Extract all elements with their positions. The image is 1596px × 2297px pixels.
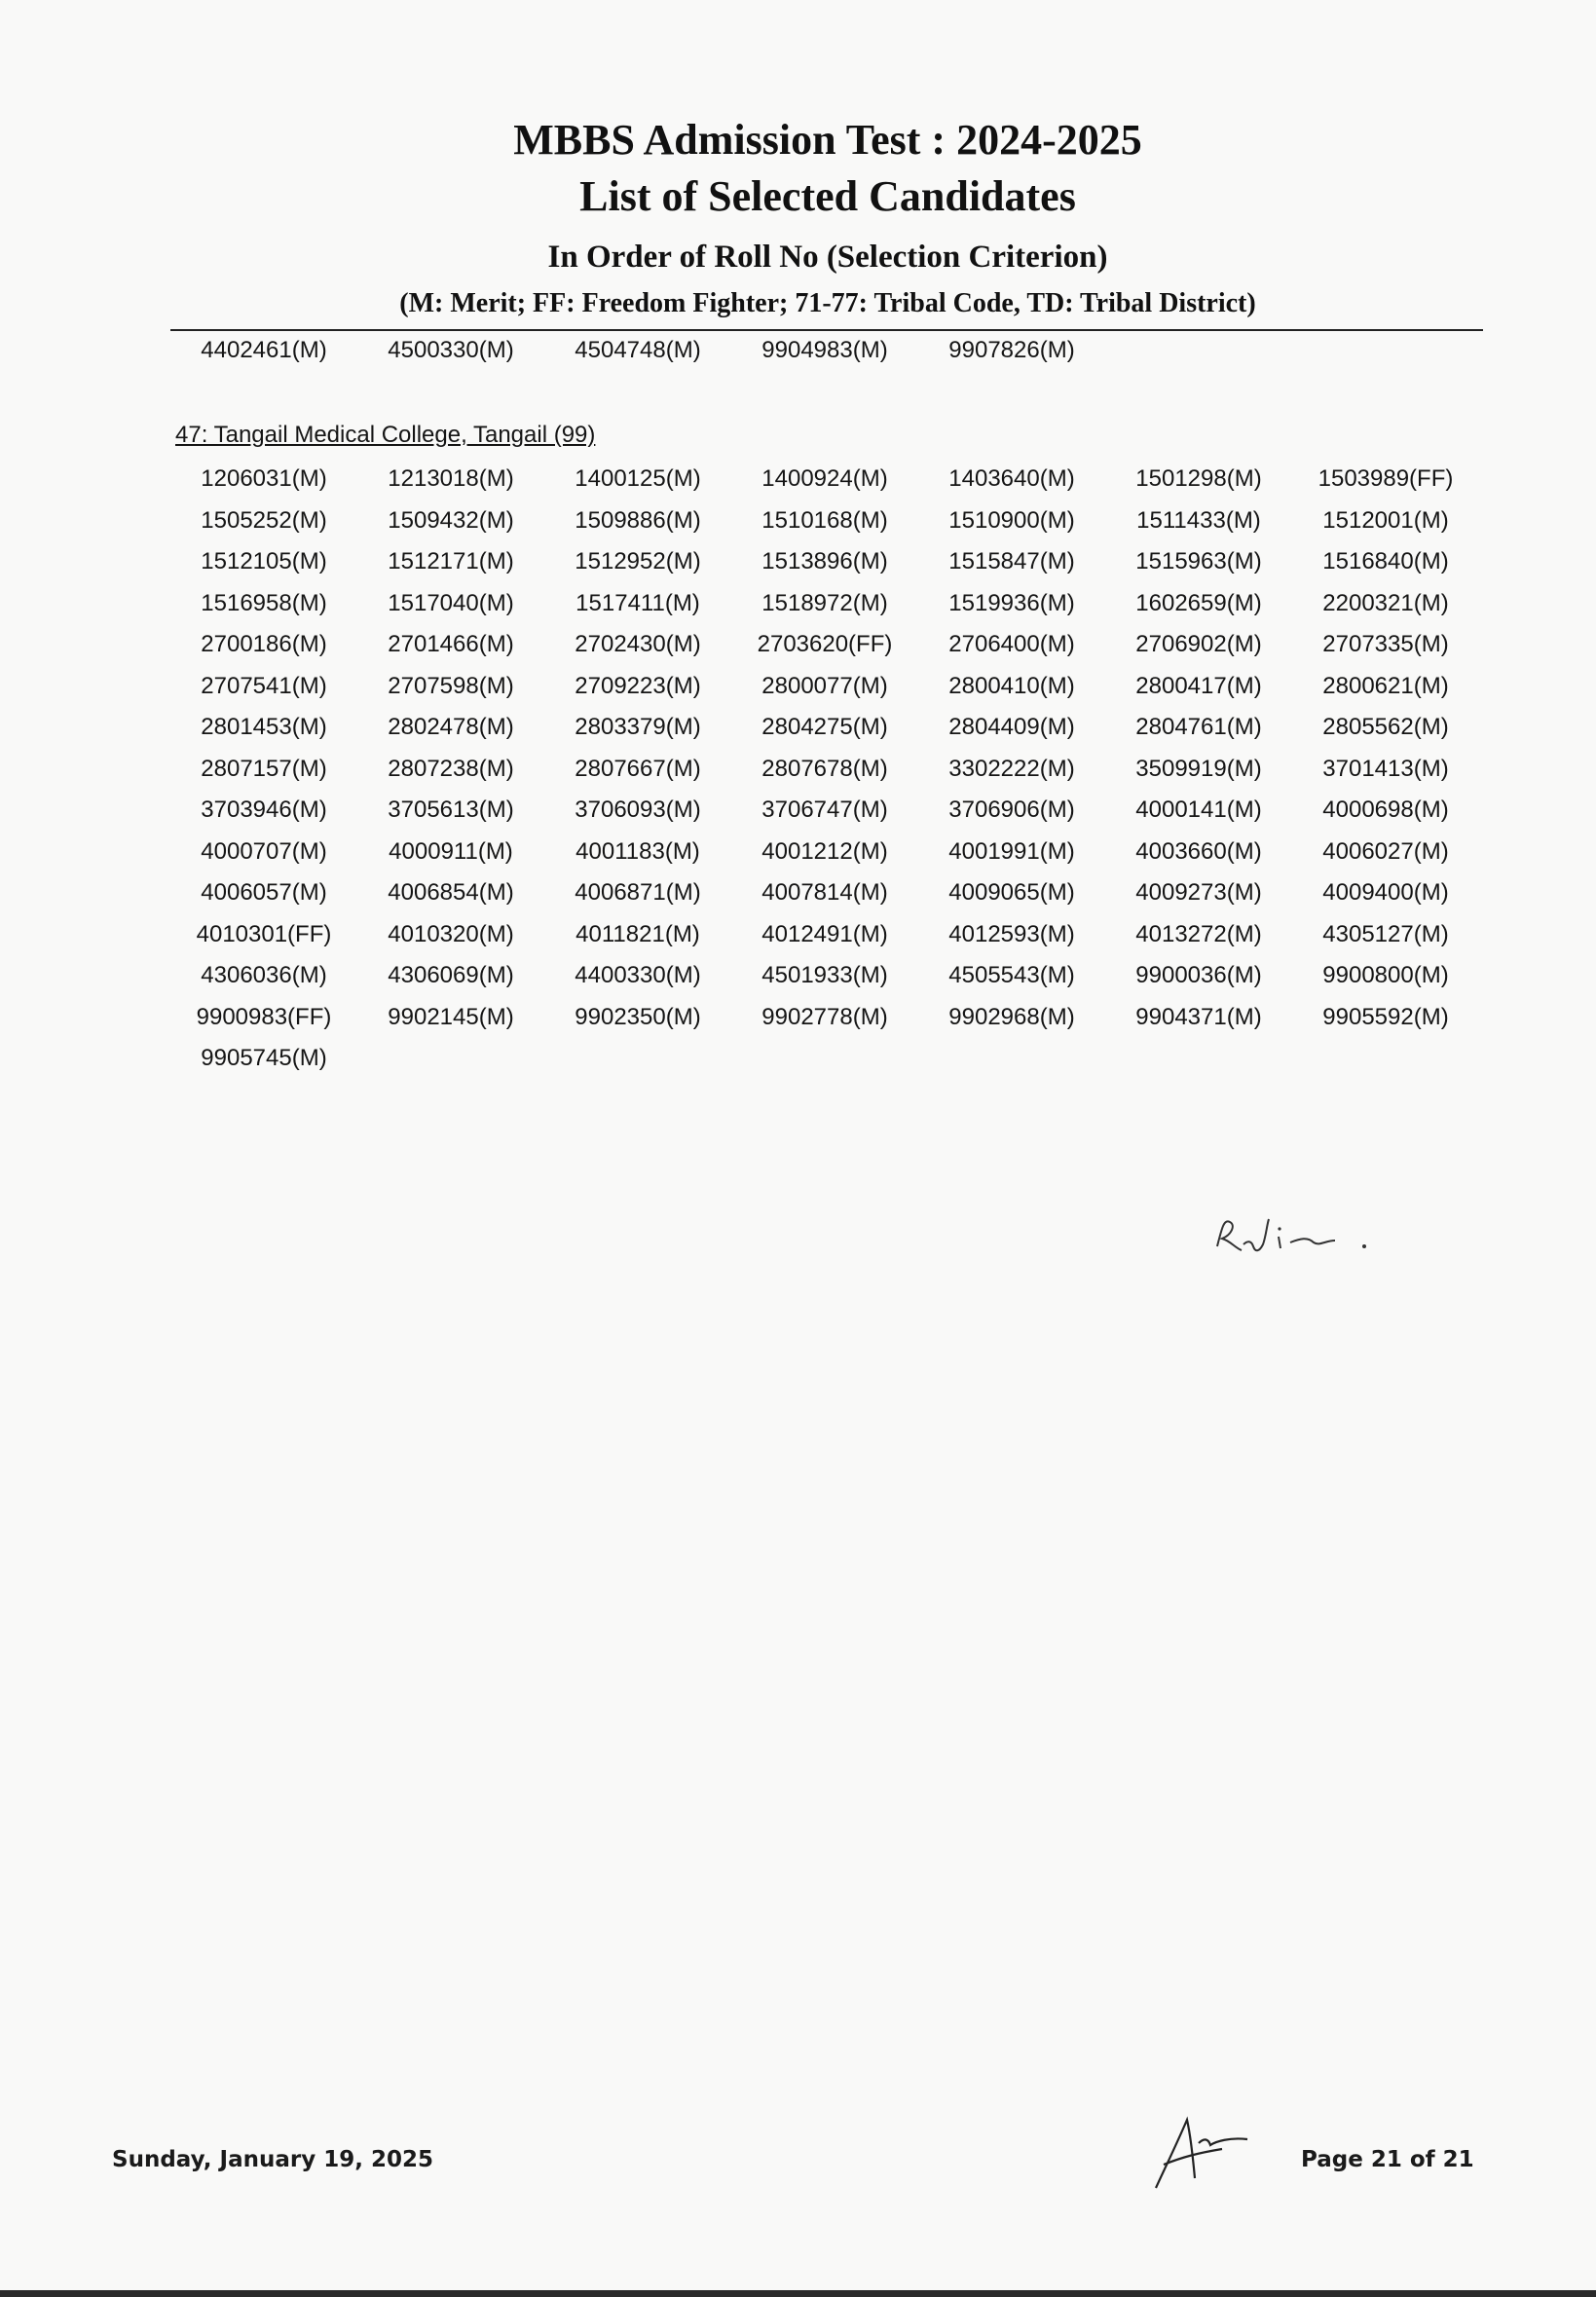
candidate-row: [0, 542, 1596, 581]
scan-edge: [0, 2290, 1596, 2297]
page-title: MBBS Admission Test : 2024-2025: [513, 116, 1142, 164]
roll-number: 4500330(M): [388, 337, 514, 363]
roll-number: 4305127(M): [1322, 920, 1449, 947]
roll-number: 2803379(M): [575, 714, 701, 740]
roll-number: 1400125(M): [575, 465, 701, 492]
roll-number: 9905745(M): [201, 1045, 327, 1071]
roll-number: 3509919(M): [1135, 755, 1262, 782]
candidate-row: [0, 750, 1596, 789]
candidate-row: [0, 791, 1596, 830]
roll-number: 9905592(M): [1322, 1003, 1449, 1030]
roll-number: 4504748(M): [575, 337, 701, 363]
roll-number: 2807238(M): [388, 755, 514, 782]
roll-number: 4306069(M): [388, 962, 514, 988]
handwritten-signature: [1212, 1198, 1388, 1266]
candidate-row: [0, 667, 1596, 706]
roll-number: 4012593(M): [948, 920, 1075, 947]
roll-number: 2804275(M): [761, 714, 888, 740]
roll-number: 3703946(M): [201, 797, 327, 823]
candidate-row: [0, 956, 1596, 995]
candidate-row: [0, 915, 1596, 954]
candidate-row: [0, 998, 1596, 1037]
roll-number: 2707335(M): [1322, 631, 1449, 657]
roll-number: 4402461(M): [201, 337, 327, 363]
roll-number: 1516958(M): [201, 589, 327, 616]
roll-number: 4501933(M): [761, 962, 888, 988]
roll-number: 1400924(M): [761, 465, 888, 492]
roll-number: 2804409(M): [948, 714, 1075, 740]
roll-number: 1512952(M): [575, 548, 701, 574]
roll-number: 2807678(M): [761, 755, 888, 782]
college-heading: 47: Tangail Medical College, Tangail (99): [175, 422, 596, 448]
roll-number: 4012491(M): [761, 920, 888, 947]
roll-number: 2200321(M): [1322, 589, 1449, 616]
roll-number: 2800621(M): [1322, 672, 1449, 699]
roll-number: 2707541(M): [201, 672, 327, 699]
page-subtitle: List of Selected Candidates: [579, 172, 1076, 220]
roll-number: 1517040(M): [388, 589, 514, 616]
roll-number: 9902350(M): [575, 1003, 701, 1030]
candidate-row: [0, 625, 1596, 664]
roll-number: 1509432(M): [388, 506, 514, 534]
roll-number: 2700186(M): [201, 631, 327, 657]
roll-number: 4000707(M): [201, 837, 327, 865]
roll-number: 2807667(M): [575, 755, 701, 782]
roll-number: 2701466(M): [388, 631, 514, 657]
roll-number: 9902968(M): [948, 1003, 1075, 1030]
roll-number: 3706093(M): [575, 797, 701, 823]
roll-number: 1519936(M): [948, 589, 1075, 616]
roll-number: 4000698(M): [1322, 797, 1449, 823]
roll-number: 4006871(M): [575, 879, 701, 906]
roll-number: 4001991(M): [948, 837, 1075, 865]
roll-number: 1518972(M): [761, 589, 888, 616]
roll-number: 4010320(M): [388, 920, 514, 947]
roll-number: 1511433(M): [1136, 506, 1261, 534]
candidate-row: [0, 501, 1596, 540]
order-line: In Order of Roll No (Selection Criterion): [547, 240, 1108, 275]
handwritten-initials: [1144, 2108, 1261, 2196]
page-number: Page 21 of 21: [1301, 2147, 1474, 2172]
roll-number: 2800417(M): [1135, 672, 1262, 699]
roll-number: 4009065(M): [948, 879, 1075, 906]
roll-number: 1515847(M): [948, 548, 1075, 574]
roll-number: 1515963(M): [1135, 548, 1262, 574]
candidate-row: [0, 708, 1596, 747]
roll-number: 4010301(FF): [196, 920, 332, 947]
candidate-row: [0, 833, 1596, 871]
roll-number: 1213018(M): [388, 465, 514, 492]
roll-number: 2706902(M): [1135, 631, 1262, 657]
roll-number: 4306036(M): [201, 962, 327, 988]
roll-number: 1510168(M): [761, 506, 888, 534]
roll-number: 4007814(M): [761, 879, 888, 906]
roll-number: 1206031(M): [201, 465, 327, 492]
candidate-row: [0, 331, 1596, 370]
roll-number: 2800077(M): [761, 672, 888, 699]
roll-number: 2800410(M): [948, 672, 1075, 699]
roll-number: 4013272(M): [1135, 920, 1262, 947]
roll-number: 4000911(M): [389, 837, 513, 865]
roll-number: 3302222(M): [948, 755, 1075, 782]
legend-line: (M: Merit; FF: Freedom Fighter; 71-77: Tribal Code, TD: Tribal District): [399, 288, 1256, 318]
roll-number: 4001183(M): [575, 837, 700, 865]
roll-number: 2805562(M): [1322, 714, 1449, 740]
roll-number: 1512001(M): [1322, 506, 1449, 534]
roll-number: 1505252(M): [201, 506, 327, 534]
roll-number: 4011821(M): [575, 920, 700, 947]
roll-number: 4006027(M): [1322, 837, 1449, 865]
roll-number: 2801453(M): [201, 714, 327, 740]
roll-number: 9900983(FF): [196, 1003, 332, 1030]
roll-number: 4009273(M): [1135, 879, 1262, 906]
roll-number: 2802478(M): [388, 714, 514, 740]
footer-date: Sunday, January 19, 2025: [112, 2147, 433, 2172]
roll-number: 2709223(M): [575, 672, 701, 699]
roll-number: 2804761(M): [1135, 714, 1262, 740]
roll-number: 9904371(M): [1135, 1003, 1262, 1030]
roll-number: 4000141(M): [1135, 797, 1262, 823]
roll-number: 9902778(M): [761, 1003, 888, 1030]
roll-number: 4006854(M): [388, 879, 514, 906]
roll-number: 9900800(M): [1322, 962, 1449, 988]
roll-number: 9904983(M): [761, 337, 888, 363]
roll-number: 2807157(M): [201, 755, 327, 782]
roll-number: 1512105(M): [201, 548, 327, 574]
roll-number: 1517411(M): [575, 589, 700, 616]
roll-number: 4505543(M): [948, 962, 1075, 988]
roll-number: 4003660(M): [1135, 837, 1262, 865]
roll-number: 1403640(M): [948, 465, 1075, 492]
roll-number: 1509886(M): [575, 506, 701, 534]
roll-number: 2703620(FF): [757, 631, 893, 657]
roll-number: 2707598(M): [388, 672, 514, 699]
roll-number: 1512171(M): [388, 548, 514, 574]
roll-number: 9902145(M): [388, 1003, 514, 1030]
roll-number: 9900036(M): [1135, 962, 1262, 988]
roll-number: 3706906(M): [948, 797, 1075, 823]
roll-number: 4001212(M): [761, 837, 888, 865]
roll-number: 1516840(M): [1322, 548, 1449, 574]
roll-number: 4009400(M): [1322, 879, 1449, 906]
roll-number: 2706400(M): [948, 631, 1075, 657]
candidate-row: [0, 460, 1596, 499]
roll-number: 9907826(M): [948, 337, 1075, 363]
roll-number: 4006057(M): [201, 879, 327, 906]
roll-number: 2702430(M): [575, 631, 701, 657]
roll-number: 3706747(M): [761, 797, 888, 823]
candidate-row: [0, 1039, 1596, 1078]
roll-number: 1510900(M): [948, 506, 1075, 534]
candidate-row: [0, 873, 1596, 912]
roll-number: 1513896(M): [761, 548, 888, 574]
candidate-row: [0, 584, 1596, 623]
roll-number: 3701413(M): [1322, 755, 1449, 782]
roll-number: 3705613(M): [388, 797, 514, 823]
roll-number: 1503989(FF): [1318, 465, 1454, 492]
roll-number: 1501298(M): [1135, 465, 1262, 492]
roll-number: 4400330(M): [575, 962, 701, 988]
roll-number: 1602659(M): [1135, 589, 1262, 616]
